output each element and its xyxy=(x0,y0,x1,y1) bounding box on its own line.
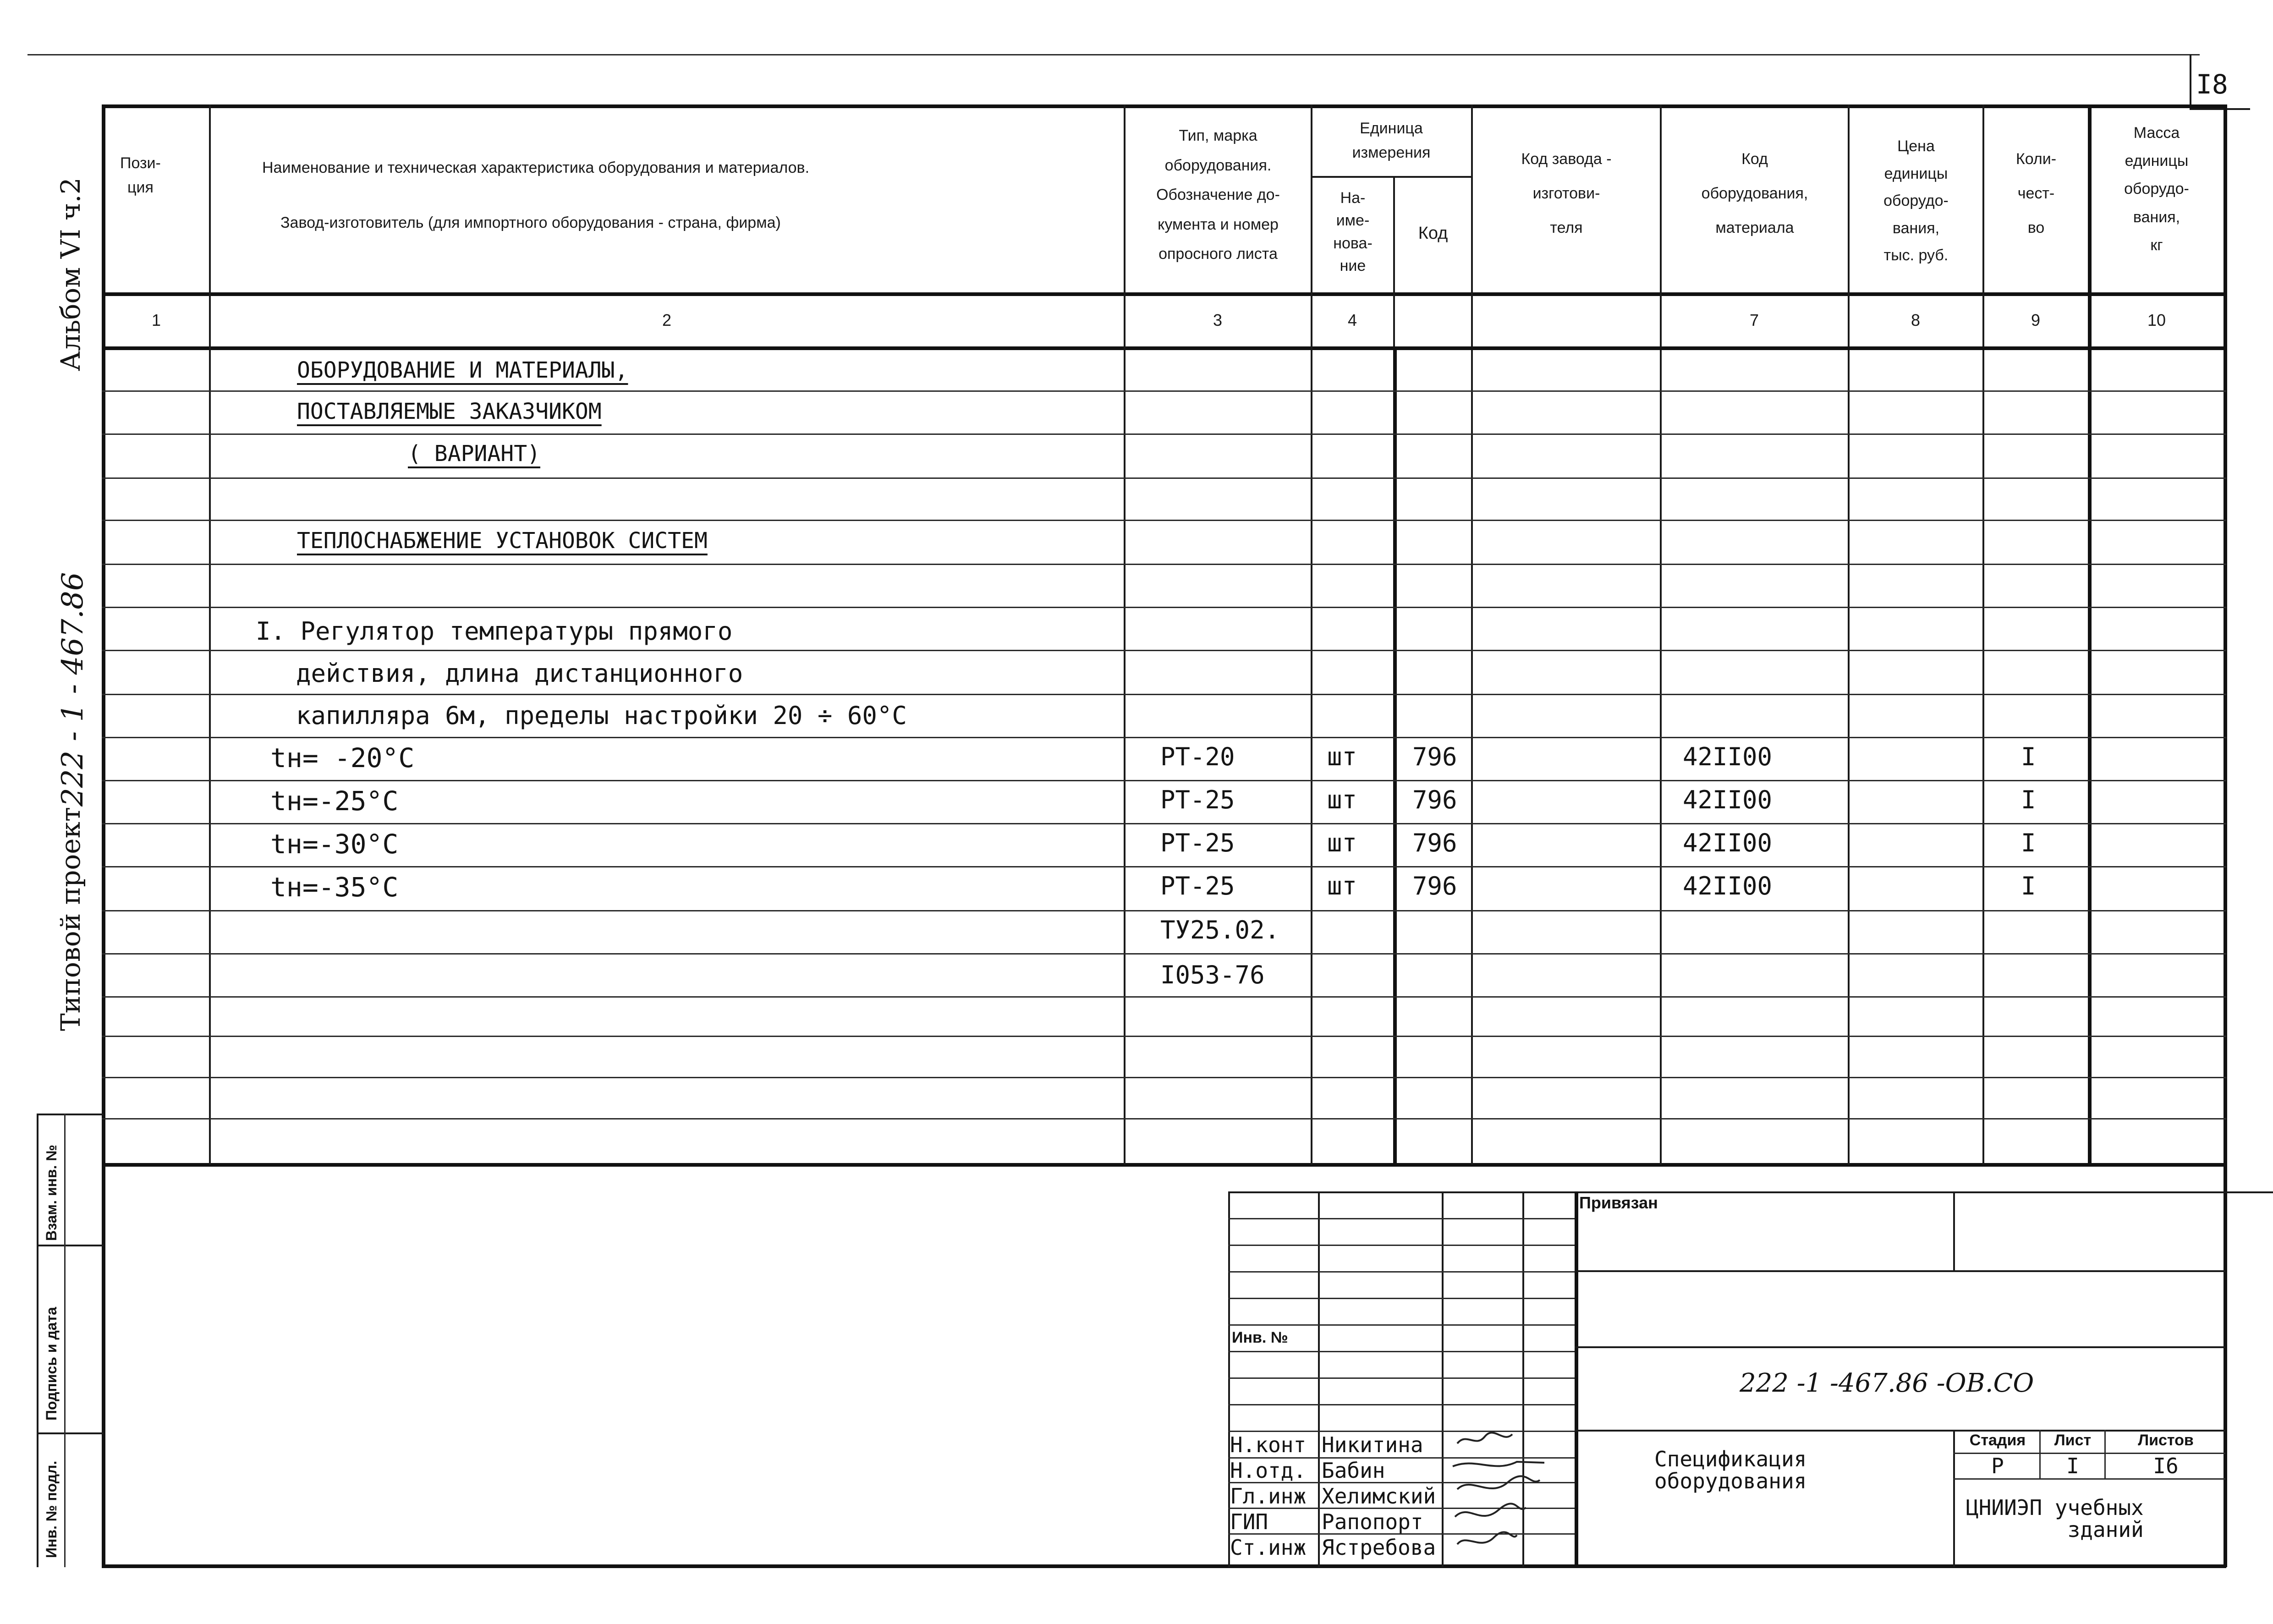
row-line xyxy=(102,1077,2226,1078)
row-name: tн=-35°C xyxy=(270,872,399,903)
row-qty: I xyxy=(2021,785,2036,814)
sheet-box-left xyxy=(2190,54,2191,109)
col-divider-3 xyxy=(1311,104,1312,1165)
person-name: Рапопорт xyxy=(1322,1509,1423,1534)
header-col5: Код xyxy=(1418,224,1448,243)
colnum-1: 1 xyxy=(151,311,161,329)
tb-stage-hline xyxy=(1953,1478,2225,1480)
album-label: Альбом VI ч.2 xyxy=(55,177,86,371)
standard-line-2: I053-76 xyxy=(1160,960,1265,989)
stage-label: Стадия xyxy=(1969,1432,2026,1449)
row-name: tн=-25°C xyxy=(270,785,399,817)
header-col10: Масса единицы оборудо- вания, кг xyxy=(2124,124,2189,254)
tb-hline xyxy=(1228,1404,1575,1405)
colnum-3: 3 xyxy=(1213,311,1223,329)
col-divider-1 xyxy=(209,104,211,1165)
row-qty: I xyxy=(2021,742,2036,771)
section-title: ОБОРУДОВАНИЕ И МАТЕРИАЛЫ, xyxy=(297,357,628,383)
row-equip-code: 42II00 xyxy=(1683,742,1773,771)
sheet-number: I8 xyxy=(2196,69,2228,100)
row-line xyxy=(102,694,2226,695)
row-line xyxy=(102,607,2226,608)
project-type-label: Типовой проект xyxy=(55,807,86,1031)
role-label: Н.конт xyxy=(1230,1432,1307,1457)
signatures-icon xyxy=(1448,1430,1576,1567)
row-unit: шт xyxy=(1327,872,1357,900)
colnum-8: 8 xyxy=(1911,311,1921,329)
side-stamp-div1 xyxy=(37,1245,104,1246)
row-name: tн= -20°C xyxy=(270,742,415,774)
row-line xyxy=(102,564,2226,565)
sign-date-label: Подпись и дата xyxy=(43,1307,60,1421)
row-line xyxy=(102,953,2226,955)
sheets-value: I6 xyxy=(2153,1454,2179,1478)
item-line-3: капилляра 6м, пределы настройки 20 ÷ 60°C xyxy=(296,701,907,730)
col-divider-4 xyxy=(1393,346,1397,1165)
tb-stage-vline xyxy=(2104,1430,2106,1478)
item-line-2: действия, длина дистанционного xyxy=(296,659,743,688)
row-line xyxy=(102,433,2226,435)
tb-vline xyxy=(1442,1191,1444,1567)
col-divider-4-head xyxy=(1393,176,1395,350)
person-name: Хелимский xyxy=(1322,1484,1436,1509)
colnum-9: 9 xyxy=(2031,311,2041,329)
document-code: 222 -1 -467.86 -OB.CO xyxy=(1740,1368,2034,1398)
tb-org-divider xyxy=(1953,1430,1955,1567)
inv-orig-label: Инв. № подл. xyxy=(43,1460,60,1558)
person-name: Ястребова xyxy=(1322,1535,1436,1560)
row-equip-code: 42II00 xyxy=(1683,872,1773,900)
inv-no-label: Инв. № xyxy=(1232,1329,1288,1346)
tb-hline xyxy=(1228,1377,1575,1379)
row-line xyxy=(102,780,2226,781)
tb-hline xyxy=(1228,1218,1575,1219)
row-code: 796 xyxy=(1412,742,1457,771)
section-title: ТЕПЛОСНАБЖЕНИЕ УСТАНОВОК СИСТЕМ xyxy=(297,528,708,554)
colnum-4: 4 xyxy=(1347,311,1357,329)
row-line xyxy=(102,996,2226,998)
stage-value: P xyxy=(1991,1454,2004,1478)
role-label: Гл.инж xyxy=(1230,1484,1307,1509)
row-line xyxy=(102,1118,2226,1119)
tb-hline xyxy=(1228,1298,1575,1299)
inner-box-top xyxy=(1393,346,2091,350)
tb-right-hline xyxy=(1575,1270,2225,1272)
colnum-7: 7 xyxy=(1749,311,1759,329)
header-col7: Код оборудования, материала xyxy=(1701,150,1808,236)
frame-bottom xyxy=(102,1564,2226,1568)
col-divider-2 xyxy=(1124,104,1126,1165)
section-title: ПОСТАВЛЯЕМЫЕ ЗАКАЗЧИКОМ xyxy=(297,399,602,424)
project-number-label: 222 - 1 - 467.86 xyxy=(56,572,90,807)
row-line xyxy=(102,737,2226,738)
header-col2-line1: Наименование и техническая характеристика оборудования и материалов. xyxy=(262,159,810,176)
tb-hline xyxy=(1228,1245,1575,1246)
header-col9: Коли- чест- во xyxy=(2015,150,2057,236)
row-line xyxy=(102,650,2226,651)
row-type: PT-25 xyxy=(1160,828,1235,857)
col-divider-9 xyxy=(2088,104,2092,1165)
title-block-top xyxy=(1228,1191,2273,1193)
row-qty: I xyxy=(2021,872,2036,900)
row-line xyxy=(102,1036,2226,1037)
table-bottom-border xyxy=(102,1163,2226,1167)
sheet-value: I xyxy=(2066,1454,2079,1478)
header-col4: На- име- нова- ние xyxy=(1333,189,1373,274)
header-col8: Цена единицы оборудо- вания, тыс. руб. xyxy=(1883,137,1949,264)
header-col3: Тип, марка оборудования. Обозначение до- кумента и номер опросного листа xyxy=(1156,127,1280,263)
col-divider-5 xyxy=(1471,104,1473,1165)
tb-stage-vline xyxy=(2039,1430,2041,1478)
tb-hline xyxy=(1228,1351,1575,1352)
tb-vline xyxy=(1318,1191,1320,1567)
header-col1: Пози- ция xyxy=(120,154,161,196)
side-stamp-left xyxy=(37,1114,38,1567)
row-code: 796 xyxy=(1412,828,1457,857)
row-qty: I xyxy=(2021,828,2036,857)
side-stamp-top xyxy=(37,1114,104,1115)
tb-right-hline xyxy=(1575,1346,2225,1348)
row-code: 796 xyxy=(1412,872,1457,900)
sheet-label: Лист xyxy=(2054,1432,2092,1449)
row-type: PT-25 xyxy=(1160,785,1235,814)
row-line xyxy=(102,477,2226,479)
row-line xyxy=(102,866,2226,867)
row-type: PT-25 xyxy=(1160,872,1235,900)
header-col2-line2: Завод-изготовитель (для импортного оборудования - страна, фирма) xyxy=(280,214,781,231)
unit-group-divider xyxy=(1311,176,1473,178)
row-name: tн=-30°C xyxy=(270,828,399,860)
tb-hline xyxy=(1228,1271,1575,1273)
colnum-2: 2 xyxy=(662,311,672,329)
role-label: Ст.инж xyxy=(1230,1535,1307,1560)
side-stamp-div2 xyxy=(37,1432,104,1434)
row-equip-code: 42II00 xyxy=(1683,785,1773,814)
side-stamp-inner xyxy=(64,1114,66,1567)
organization: ЦНИИЭП учебных зданий xyxy=(1966,1495,2144,1542)
tb-attached-divider xyxy=(1953,1191,1955,1272)
row-unit: шт xyxy=(1327,742,1357,771)
row-unit: шт xyxy=(1327,785,1357,814)
col-divider-7 xyxy=(1848,104,1850,1165)
section-title: ( ВАРИАНТ) xyxy=(408,441,540,466)
person-name: Никитина xyxy=(1322,1432,1423,1457)
table-top-border xyxy=(102,104,2226,108)
item-line-1: I. Регулятор температуры прямого xyxy=(256,617,733,646)
row-line xyxy=(102,910,2226,911)
person-name: Бабин xyxy=(1322,1458,1385,1483)
row-line xyxy=(102,390,2226,392)
sheets-label: Листов xyxy=(2138,1432,2194,1449)
tb-hline xyxy=(1228,1324,1575,1326)
row-type: PT-20 xyxy=(1160,742,1235,771)
attached-label: Привязан xyxy=(1579,1193,1658,1212)
row-line xyxy=(102,823,2226,824)
sheet-box-bottom xyxy=(2190,108,2250,110)
role-label: Н.отд. xyxy=(1230,1458,1307,1483)
header-unit-group: Единица измерения xyxy=(1352,120,1431,161)
header-bottom-border xyxy=(102,292,2226,296)
header-col6: Код завода - изготови- теля xyxy=(1521,150,1612,236)
document-title: Спецификация оборудования xyxy=(1654,1447,1807,1494)
top-trim-line xyxy=(27,54,2200,55)
row-code: 796 xyxy=(1412,785,1457,814)
row-line xyxy=(102,520,2226,521)
col-divider-8 xyxy=(1982,104,1984,1165)
row-equip-code: 42II00 xyxy=(1683,828,1773,857)
standard-line-1: ТУ25.02. xyxy=(1160,916,1280,944)
colnum-10: 10 xyxy=(2147,311,2166,329)
role-label: ГИП xyxy=(1230,1509,1268,1534)
inv-replace-label: Взам. инв. № xyxy=(43,1145,60,1241)
row-unit: шт xyxy=(1327,828,1357,857)
col-divider-6 xyxy=(1660,104,1662,1165)
